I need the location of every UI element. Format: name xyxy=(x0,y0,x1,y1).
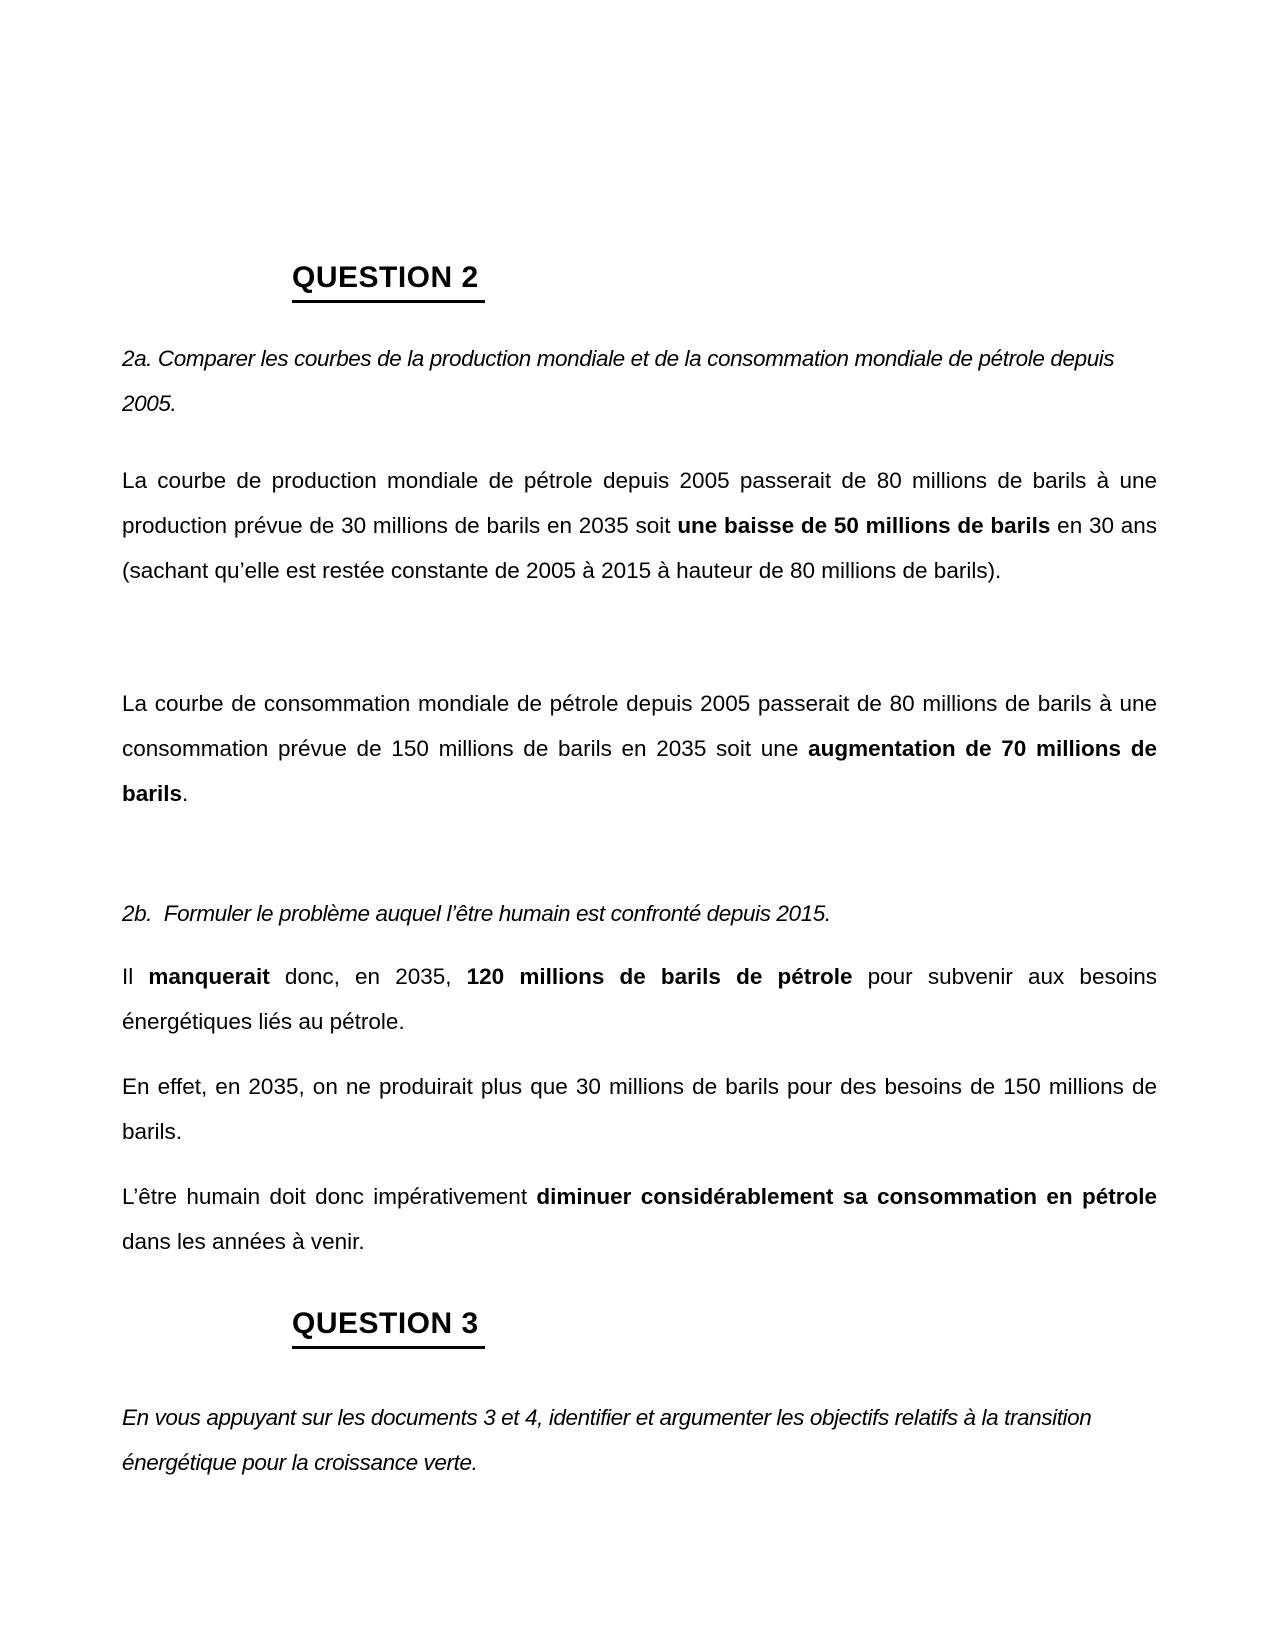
answer-manque-bold-1: manquerait xyxy=(148,964,270,989)
question-2-heading-text: QUESTION 2 xyxy=(292,259,485,303)
answer-production-paragraph xyxy=(122,458,1157,593)
answer-manque-bold-2: 120 millions de barils de pétrole xyxy=(466,964,853,989)
answer-effet-paragraph: En effet, en 2035, on ne produirait plus que 30 millions de barils pour des besoins de 150 millions de barils. xyxy=(122,1074,1157,1144)
answer-manque-text-3: pour subvenir aux besoins énergétiques liés au pétrole. xyxy=(122,964,1157,1034)
prompt-2a: 2a. Comparer les courbes de la production mondiale et de la consommation mondiale de pétrole depuis 2005. xyxy=(122,346,1115,416)
question-2-heading xyxy=(292,259,1157,303)
prompt-2b: 2b. Formuler le problème auquel l’être humain est confronté depuis 2015. xyxy=(122,901,831,926)
answer-consommation-text-1: La courbe de consommation mondiale de pétrole depuis 2005 passerait de 80 millions de barils à une consommation prévue de 150 millions de barils en 2035 soit une xyxy=(122,691,1157,761)
answer-manque-text-1: Il xyxy=(122,964,149,989)
answer-production-text-2: en 30 ans (sachant qu’elle est restée constante de 2005 à 2015 à hauteur de 80 millions de barils). xyxy=(122,513,1158,583)
question-3-heading xyxy=(292,1305,1157,1349)
question-3-heading-text: QUESTION 3 xyxy=(292,1305,485,1349)
answer-conclusion-text-1: L’être humain doit donc impérativement xyxy=(122,1184,537,1209)
answer-manque-text-2: donc, en 2035, xyxy=(269,964,467,989)
answer-conclusion-paragraph xyxy=(122,1174,1157,1264)
answer-conclusion-text-2: dans les années à venir. xyxy=(122,1229,365,1254)
answer-consommation-text-2: . xyxy=(182,781,189,806)
answer-consommation-paragraph xyxy=(122,681,1157,816)
answer-consommation-bold: augmentation de 70 millions de barils xyxy=(122,736,1158,806)
answer-production-bold: une baisse de 50 millions de barils xyxy=(677,513,1051,538)
answer-manque-paragraph xyxy=(122,954,1157,1044)
prompt-question-3: En vous appuyant sur les documents 3 et 4, identifier et argumenter les objectifs relatifs à la transition énergétique pour la croissance verte. xyxy=(122,1405,1092,1475)
answer-conclusion-bold: diminuer considérablement sa consommation en pétrole xyxy=(536,1184,1158,1209)
answer-production-text-1: La courbe de production mondiale de pétrole depuis 2005 passerait de 80 millions de barils à une production prévue de 30 millions de barils en 2035 soit xyxy=(122,468,1157,538)
